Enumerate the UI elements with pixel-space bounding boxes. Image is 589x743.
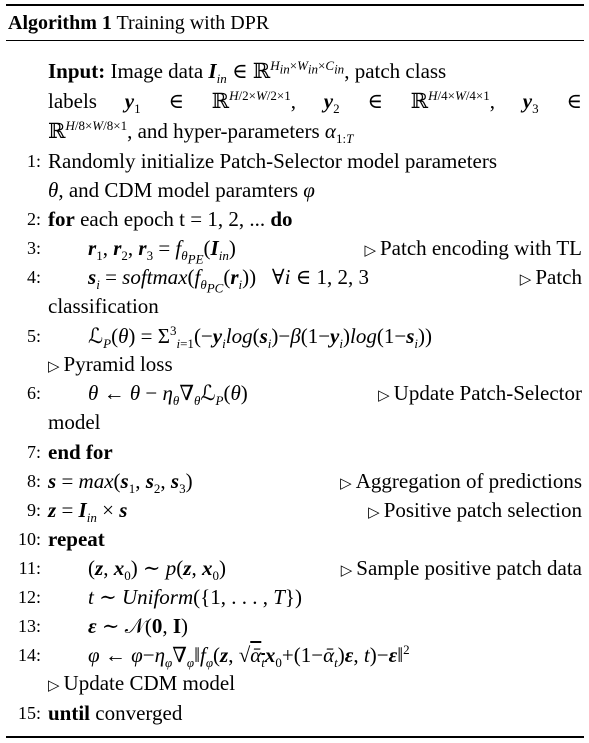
step-11: 11: (z, $x_0$) ∼ p(z, $x_0$) ▷ Sample positive patch data <box>18 556 582 584</box>
input-line-2: labels $y_1$ ∈ ℝ$^{H/2\times W/2\times 1}$, $y_2$ ∈ ℝ$^{H/4\times W/4\times 1}$, $y_3$ ∈ <box>48 88 582 117</box>
step-12: 12: t ∼ Uniform({1, . . . , T}) <box>17 585 302 609</box>
step-3: 3: $r_1$, $r_2$, $r_3 = f_{\theta_{PE}}(I_{in})$ ▷ Patch encoding with TL <box>26 236 582 267</box>
input-line-1: Input: Image data $I_{in}$ ∈ ℝ$^{H_{in}\times W_{in}\times C_{in}}$, patch class <box>48 58 447 87</box>
algorithm-caption <box>8 10 269 36</box>
step-5-cont: ▷ Pyramid loss <box>48 352 173 376</box>
step-1-cont: θ, and CDM model paramters φ <box>48 178 315 202</box>
step-14-cont: ▷ Update CDM model <box>48 671 236 695</box>
mid-rule <box>6 40 584 41</box>
step-13: 13: ε ∼ 𝒩(0, I) <box>17 614 189 638</box>
step-8: 8: $s = \max(s_1$, $s_2$, $s_3$) ▷ Aggregation of predictions <box>26 469 582 497</box>
step-6: 6: θ ← $\theta - \eta_\theta\nabla_\theta ℒ_P(\theta)$ ▷ Update Patch-Selector <box>26 381 582 409</box>
bottom-rule <box>6 736 584 738</box>
step-9: 9: $z = I_{in} \times s$ ▷ Positive patch selection <box>26 498 582 526</box>
top-rule <box>6 4 584 6</box>
input-label: Input: <box>48 59 106 83</box>
step-1: 1: Randomly initialize Patch-Selector model parameters <box>26 149 498 173</box>
algorithm-label: Algorithm 1 <box>8 12 112 34</box>
algorithm-title: Training with DPR <box>116 12 270 34</box>
step-15: 15: until converged <box>17 701 183 725</box>
input-line-3: ℝ$^{H/8\times W/8\times 1}$, and hyper-parameters $\alpha_{1:T}$ <box>48 118 354 147</box>
step-5: 5: ℒ$_P$(θ) = $\Sigma^3_{i=1}(-y_i\log(s_i)-\beta(1-y_i)\log(1-s_i))$ <box>26 323 432 352</box>
step-6-cont: model <box>48 410 101 434</box>
step-4-cont: classification <box>48 294 159 318</box>
step-2: 2: for each epoch t = 1, 2, ... do <box>26 207 293 231</box>
step-4: 4: $s_i$ = $softmax(f_{\theta_{PC}}(r_i))$ ∀i ∈ 1, 2, 3 ▷ Patch <box>26 265 582 296</box>
step-7: 7: end for <box>26 440 113 464</box>
step-14: 14: φ ← $\varphi-\eta_\varphi\nabla_\varphi‖f_\varphi(z$, $√ᾱ_tx_0+(1-ᾱ_t)\varepsilon$, t)−ε‖$^2$ <box>17 642 410 671</box>
step-10: 10: repeat <box>17 527 105 551</box>
